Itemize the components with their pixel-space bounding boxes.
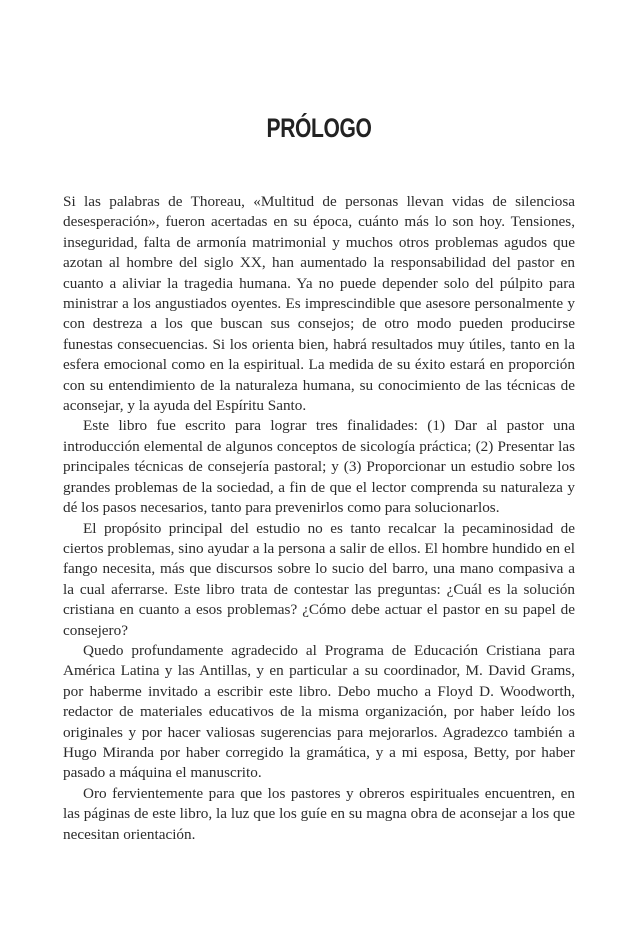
prologue-body bbox=[63, 192, 575, 845]
paragraph-4: Quedo profundamente agradecido al Programa de Educación Cristiana para América Latina y las Antillas, y en particular a su coordinador, M. David Grams, por haberme invitado a escribir este libro. Debo mucho a Floyd D. Woodworth, redactor de materiales educativos de la misma organización, por haber leído los originales y por hacer valiosas sugerencias para mejorarlos. Agradezco también a Hugo Miranda por haber corregido la gramática, y a mi esposa, Betty, por haber pasado a máquina el manuscrito. bbox=[63, 641, 575, 782]
paragraph-1: Si las palabras de Thoreau, «Multitud de personas llevan vidas de silenciosa desesperación», fueron acertadas en su época, cuánto más lo son hoy. Tensiones, inseguridad, falta de armonía matrimonial y muchos otros problemas agudos que azotan al hombre del siglo XX, han aumentado la responsabilidad del pastor en cuanto a aliviar la tragedia humana. Ya no puede depender solo del púlpito para ministrar a los angustiados oyentes. Es imprescindible que asesore personalmente y con destreza a los que buscan sus consejos; de otro modo pueden producirse funestas consecuencias. Si los orienta bien, habrá resultados muy útiles, tanto en la esfera emocional como en la espiritual. La medida de su éxito estará en proporción con su entendimiento de la naturaleza humana, su conocimiento de las técnicas de aconsejar, y la ayuda del Espíritu Santo. bbox=[63, 193, 575, 415]
page-title: PRÓLOGO bbox=[266, 113, 372, 143]
paragraph-3: El propósito principal del estudio no es tanto recalcar la pecaminosidad de ciertos problemas, sino ayudar a la persona a salir de ellos. El hombre hundido en el fango necesita, más que discursos sobre lo sucio del barro, una mano compasiva a la cual aferrarse. Este libro trata de contestar las preguntas: ¿Cuál es la solución cristiana en cuanto a esos problemas? ¿Cómo debe actuar el pastor en su papel de consejero? bbox=[63, 519, 575, 639]
paragraph-2: Este libro fue escrito para lograr tres finalidades: (1) Dar al pastor una introducción elemental de algunos conceptos de sicología práctica; (2) Presentar las principales técnicas de consejería pastoral; y (3) Proporcionar un estudio sobre los grandes problemas de la sociedad, a fin de que el lector comprenda su naturaleza y dé los pasos necesarios, tanto para prevenirlos como para solucionarlos. bbox=[63, 417, 575, 517]
paragraph-5: Oro fervientemente para que los pastores y obreros espirituales encuentren, en las páginas de este libro, la luz que los guíe en su magna obra de aconsejar a los que necesitan orientación. bbox=[63, 784, 575, 843]
